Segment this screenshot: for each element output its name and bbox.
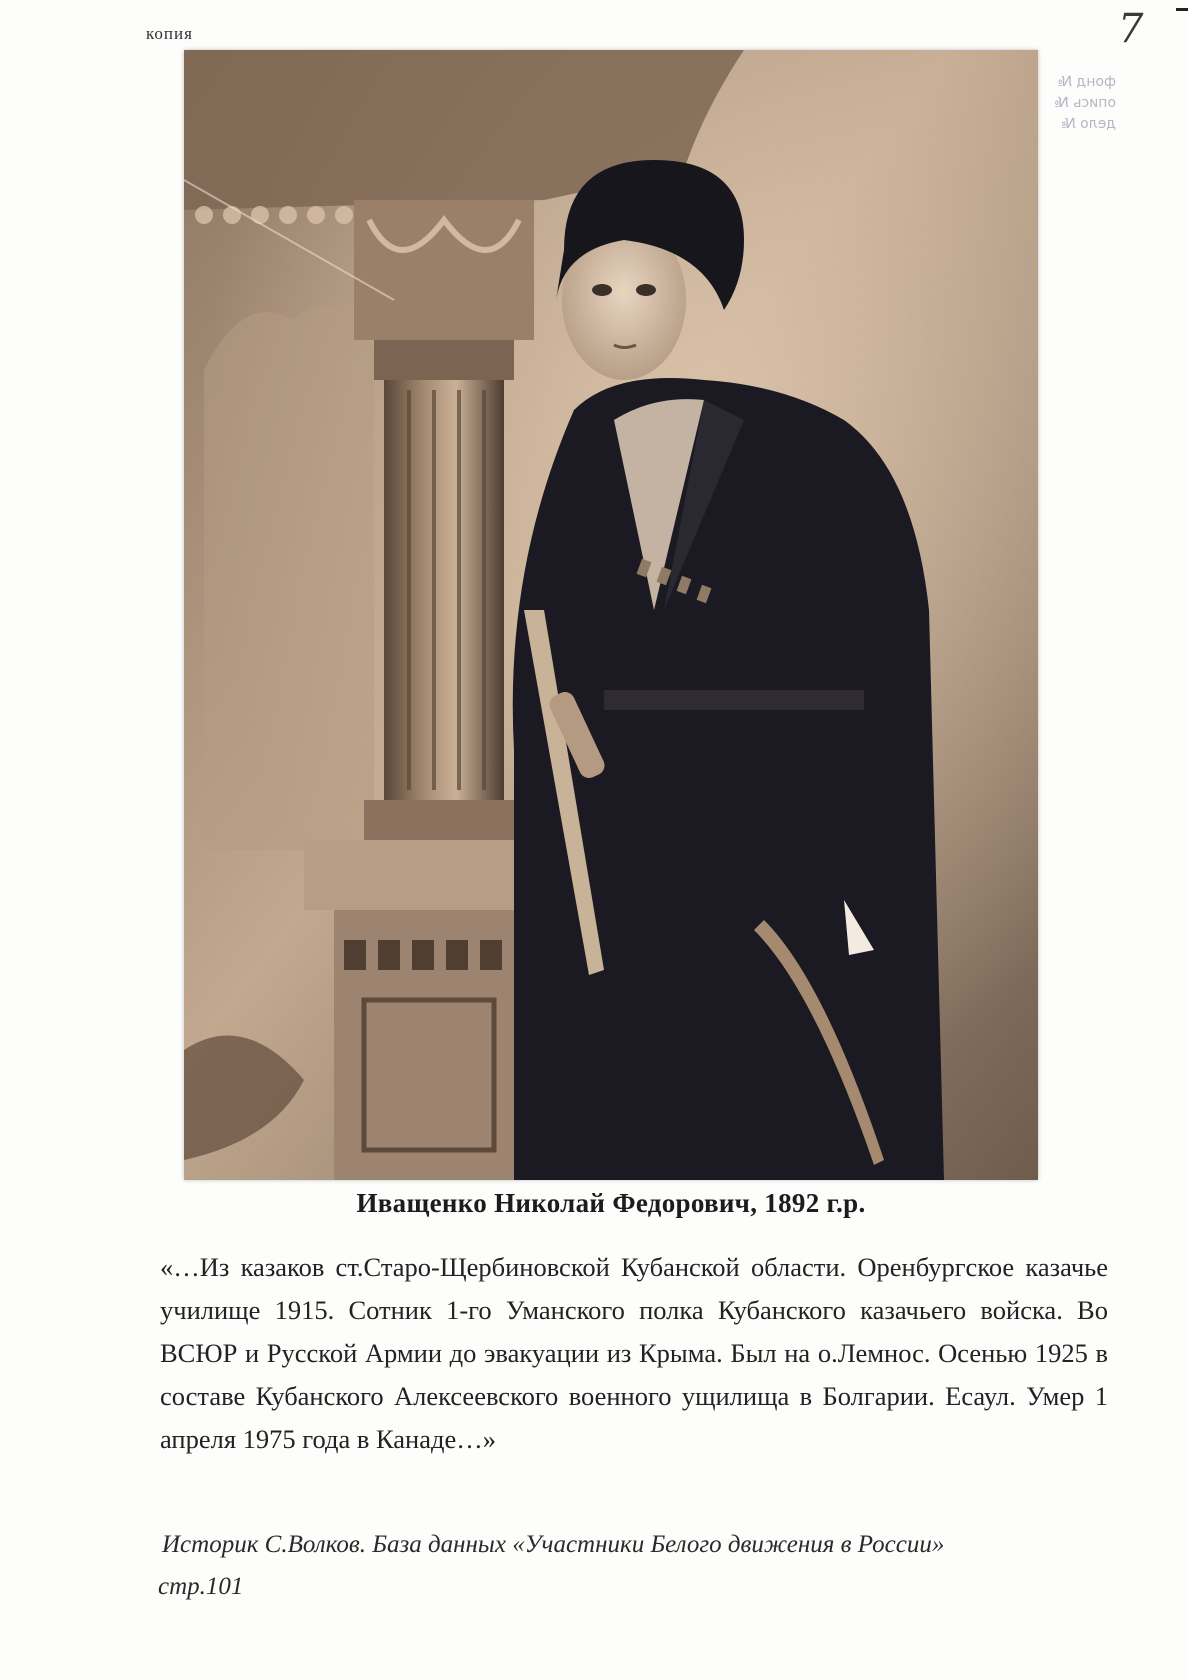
handwritten-page-number: 7 <box>1118 6 1144 52</box>
column-base <box>304 840 544 910</box>
belt <box>604 690 864 710</box>
biography-text: «…Из казаков ст.Старо-Щербиновской Кубанской области. Оренбургское казачье училище 1915. Сотник 1-го Уманского полка Кубанского казачьего войска. Во ВСЮР и Русской Армии до эвакуации из Крыма. Был на о.Лемнос. Осенью 1925 в составе Кубанского Алексеевского военного ущилища в Болгарии. Есаул. Умер 1 апреля 1975 года в Канаде…» <box>160 1252 1108 1454</box>
stamp-line-fond: фонд № <box>1057 74 1116 90</box>
source-line-2: стр.101 <box>158 1573 244 1600</box>
window-arch <box>204 305 374 850</box>
source-line-1: Историк С.Волков. База данных «Участники Белого движения в России» <box>162 1531 945 1558</box>
edge-mark <box>1176 8 1188 11</box>
stamp-line-opis: опись № <box>1054 95 1116 111</box>
figure-coat <box>513 378 944 1180</box>
portrait-photo <box>184 50 1038 1180</box>
archive-stamp <box>1036 72 1116 135</box>
portrait-photo-drawing <box>184 50 1038 1180</box>
copy-label: копия <box>146 24 193 43</box>
source-citation <box>158 1524 1112 1608</box>
photo-caption: Иващенко Николай Федорович, 1892 г.р. <box>356 1188 866 1218</box>
stamp-line-delo: дело № <box>1061 116 1116 132</box>
